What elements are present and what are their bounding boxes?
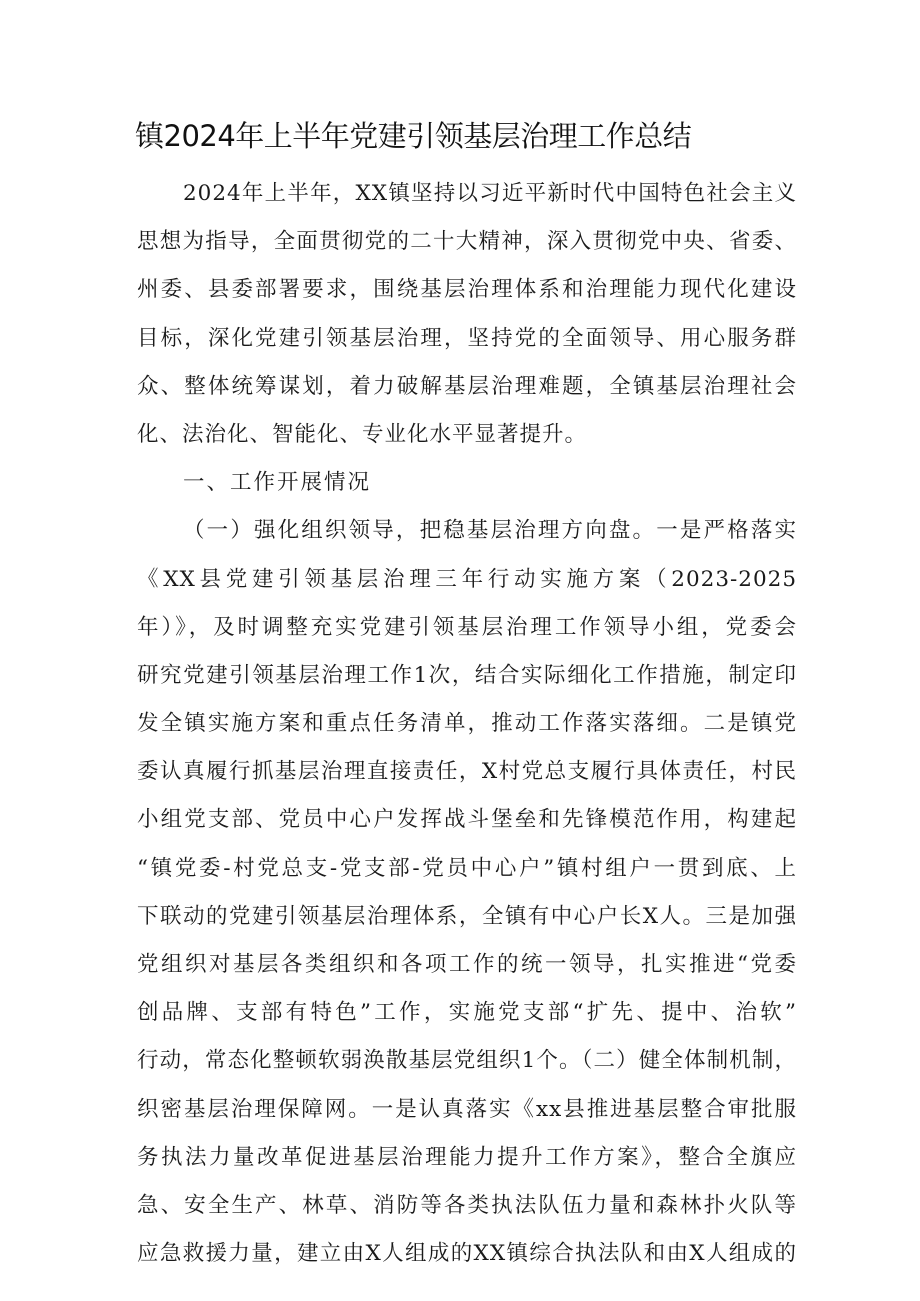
section-heading: 一、工作开展情况 — [183, 470, 372, 496]
paragraph-line: 思想为指导，全面贯彻党的二十大精神，深入贯彻党中央、省委、 — [137, 229, 797, 255]
paragraph-line: 化、法治化、智能化、专业化水平显著提升。 — [137, 421, 588, 447]
paragraph-line: 行动，常态化整顿软弱涣散基层党组织1个。（二）健全体制机制， — [137, 1048, 797, 1074]
paragraph-line: 务执法力量改革促进基层治理能力提升工作方案》，整合全旗应 — [137, 1144, 797, 1170]
document-title: 镇2024年上半年党建引领基层治理工作总结 — [135, 119, 692, 153]
paragraph-line: 创品牌、支部有特色”工作，实施党支部“扩先、提中、治软” — [137, 1000, 797, 1026]
paragraph-line: 发全镇实施方案和重点任务清单，推动工作落实落细。二是镇党 — [137, 711, 797, 737]
paragraph-line: （一）强化组织领导，把稳基层治理方向盘。一是严格落实 — [183, 518, 797, 544]
paragraph-line: 州委、县委部署要求，围绕基层治理体系和治理能力现代化建设 — [137, 277, 797, 303]
paragraph-line: 应急救援力量，建立由X人组成的XX镇综合执法队和由X人组成的 — [137, 1241, 797, 1267]
paragraph-line: 急、安全生产、林草、消防等各类执法队伍力量和森林扑火队等 — [137, 1192, 797, 1218]
paragraph-line: 目标，深化党建引领基层治理，坚持党的全面领导、用心服务群 — [137, 325, 797, 351]
paragraph-line: 委认真履行抓基层治理直接责任，X村党总支履行具体责任，村民 — [137, 759, 797, 785]
paragraph-line: 小组党支部、党员中心户发挥战斗堡垒和先锋模范作用，构建起 — [137, 807, 797, 833]
paragraph-line: 年）》，及时调整充实党建引领基层治理工作领导小组，党委会 — [137, 614, 797, 640]
paragraph-line: 众、整体统筹谋划，着力破解基层治理难题，全镇基层治理社会 — [137, 373, 797, 399]
paragraph-line: 《XX县党建引领基层治理三年行动实施方案（2023-2025 — [137, 566, 797, 592]
document-body — [137, 170, 797, 1278]
paragraph-line: 2024年上半年，XX镇坚持以习近平新时代中国特色社会主义 — [183, 181, 797, 206]
paragraph-line: 织密基层治理保障网。一是认真落实《xx县推进基层整合审批服 — [137, 1096, 797, 1122]
paragraph-line: “镇党委-村党总支-党支部-党员中心户”镇村组户一贯到底、上 — [137, 855, 797, 881]
paragraph-line: 研究党建引领基层治理工作1次，结合实际细化工作措施，制定印 — [137, 662, 797, 688]
paragraph-line: 党组织对基层各类组织和各项工作的统一领导，扎实推进“党委 — [137, 952, 797, 977]
paragraph-line: 下联动的党建引领基层治理体系，全镇有中心户长X人。三是加强 — [137, 903, 797, 929]
